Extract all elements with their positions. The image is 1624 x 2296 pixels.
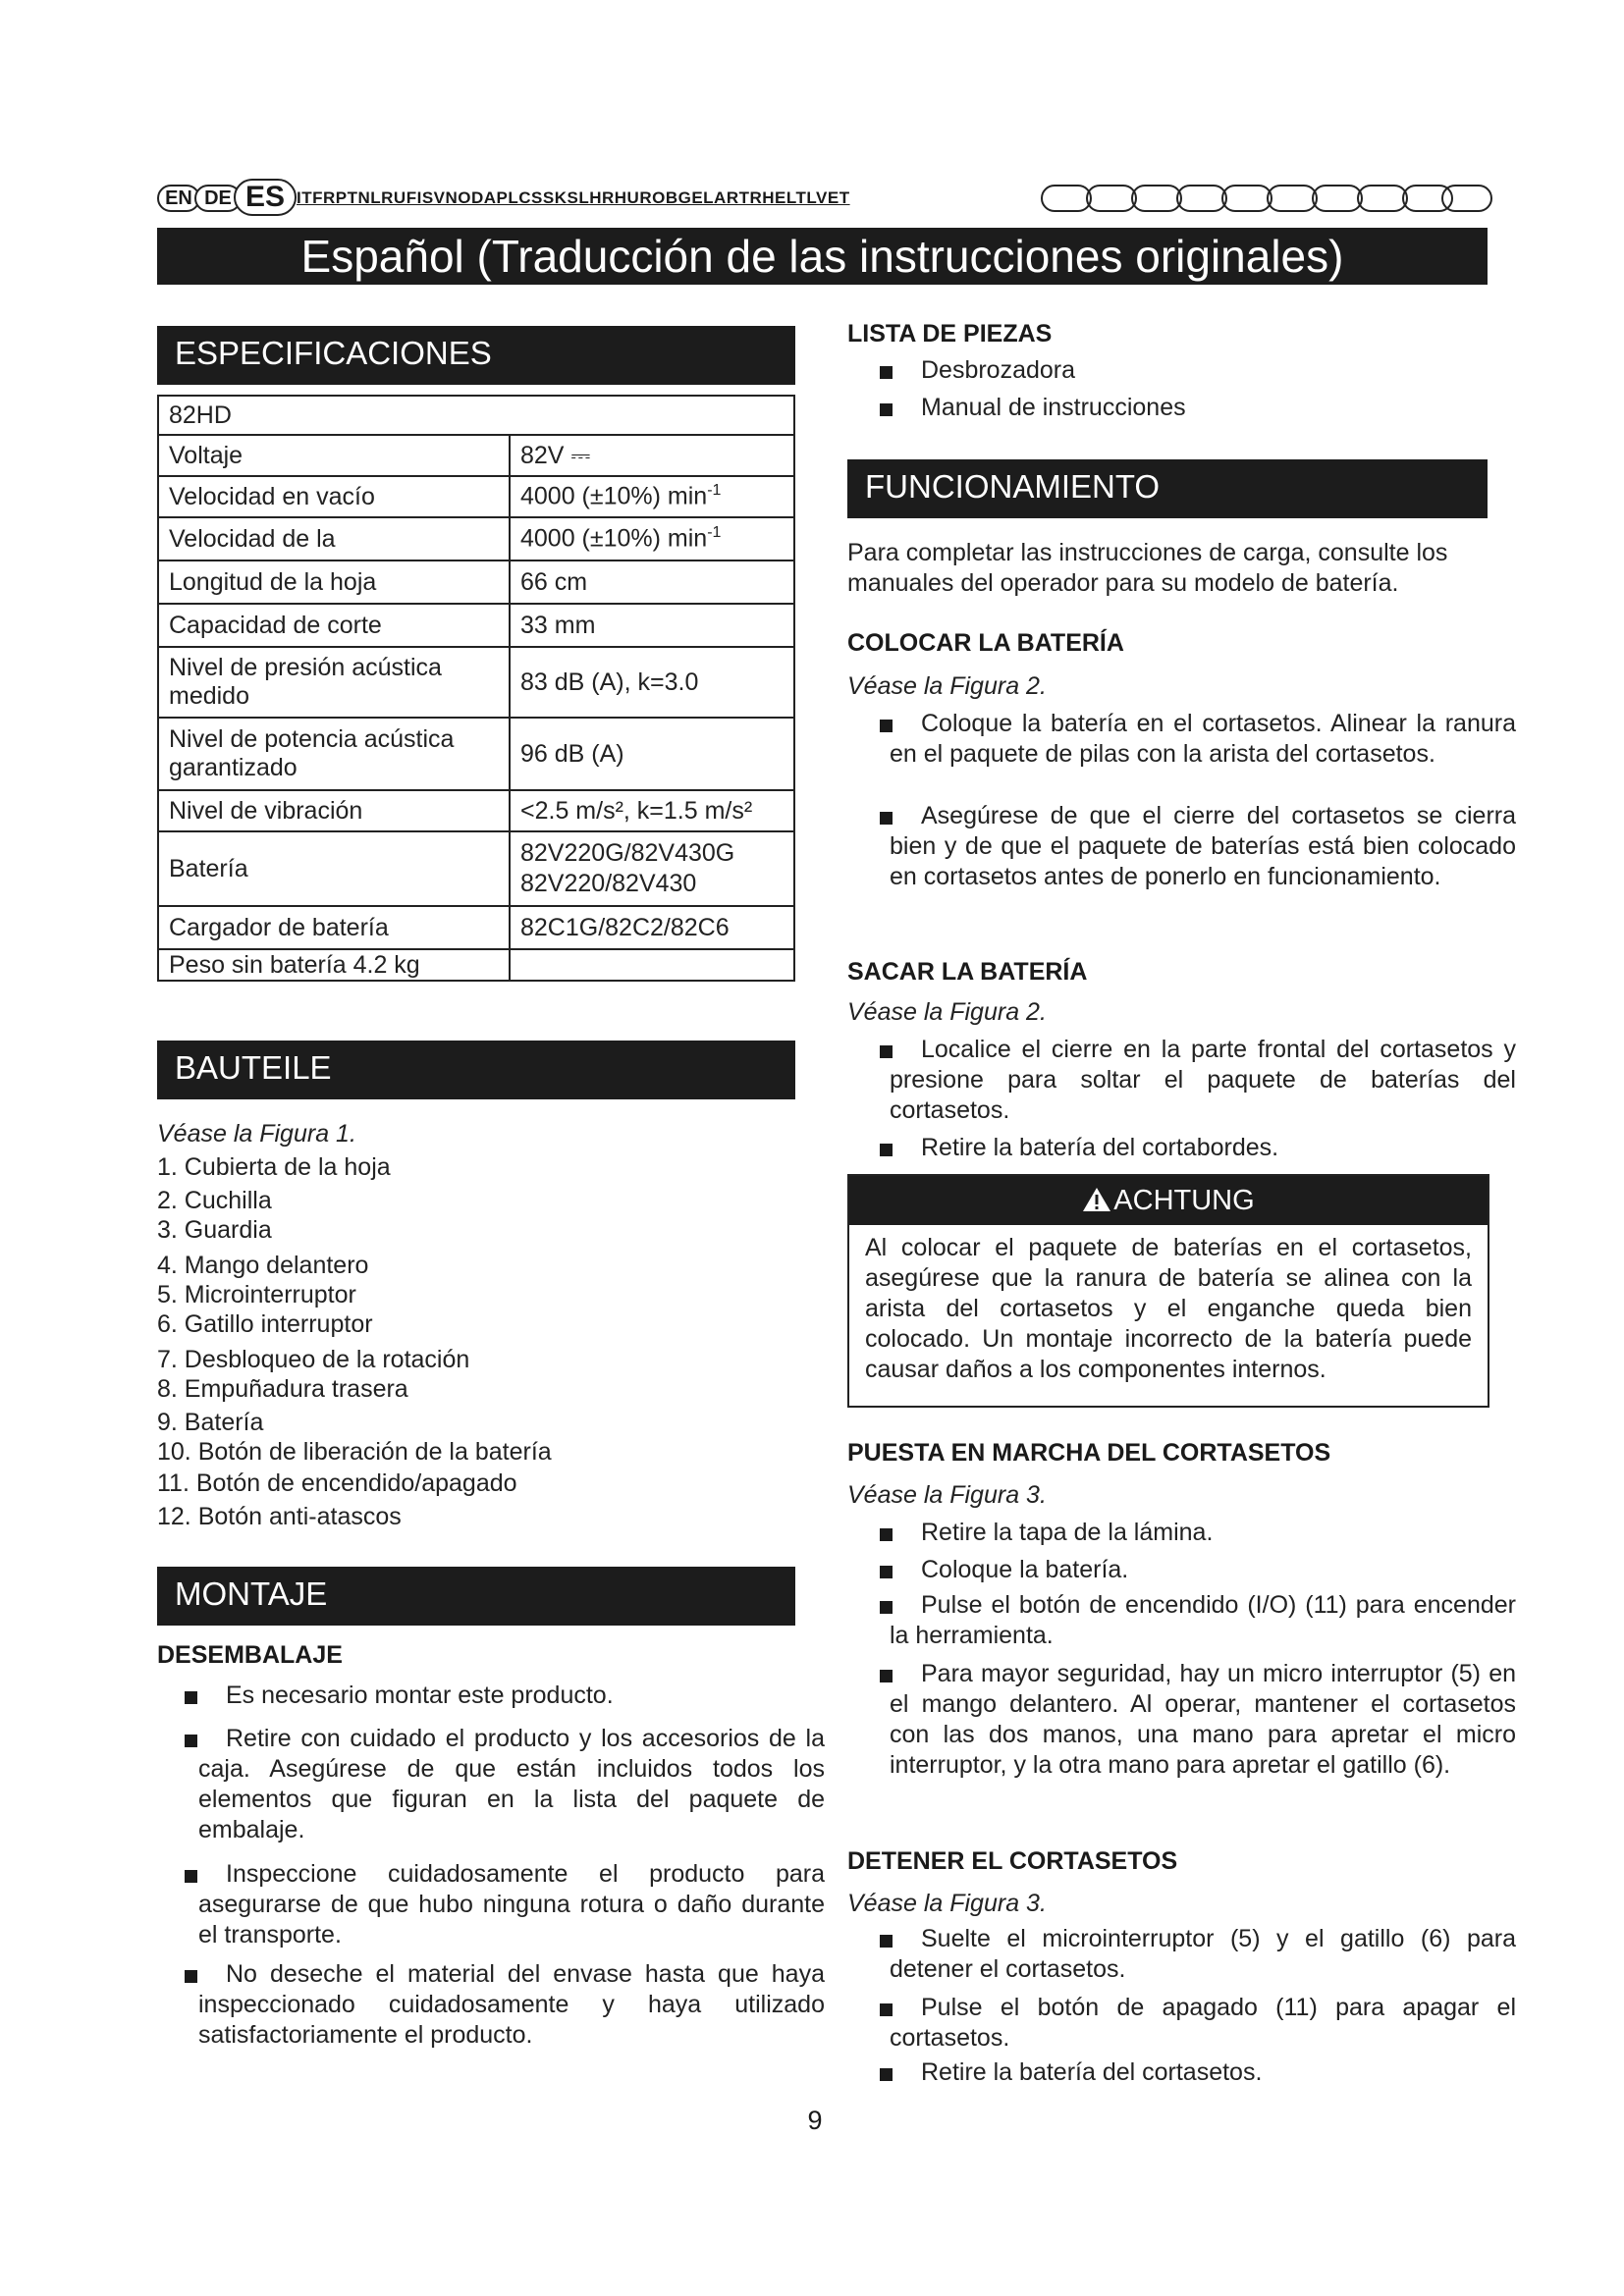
list-item: Localice el cierre en la parte frontal del cortasetos y presione para soltar el paquete de baterías del cortasetos. bbox=[890, 1035, 1516, 1126]
bauteile-see-figure: Véase la Figura 1. bbox=[157, 1120, 356, 1148]
list-item: Retire con cuidado el producto y los accesorios de la caja. Asegúrese de que están incluidos todos los elementos que figuran en la lista del paquete de embalaje. bbox=[198, 1724, 825, 1845]
colocar-see-figure: Véase la Figura 2. bbox=[847, 672, 1047, 700]
table-row bbox=[158, 831, 794, 906]
list-item: Coloque la batería. bbox=[890, 1555, 1516, 1585]
spec-label: Batería bbox=[158, 831, 510, 906]
lang-tab-others[interactable]: ITFRPTNLRUFISVNODAPLCSSKSLHRHUROBGELARTRHELTLVET bbox=[297, 188, 850, 207]
lang-oval bbox=[1176, 185, 1227, 212]
spec-label: Longitud de la hoja bbox=[158, 561, 510, 604]
bullet-icon bbox=[185, 1735, 197, 1747]
colocar-heading: COLOCAR LA BATERÍA bbox=[847, 629, 1124, 657]
lang-oval bbox=[1441, 185, 1492, 212]
spec-model: 82HD bbox=[158, 396, 794, 435]
bullet-icon bbox=[880, 1670, 893, 1682]
table-row bbox=[158, 790, 794, 831]
list-item: Retire la batería del cortabordes. bbox=[890, 1133, 1516, 1163]
bullet-icon bbox=[185, 1691, 197, 1704]
table-row bbox=[158, 517, 794, 561]
list-item: 1. Cubierta de la hoja bbox=[157, 1153, 391, 1181]
funcionamiento-heading: FUNCIONAMIENTO bbox=[847, 459, 1488, 518]
spec-label: Voltaje bbox=[158, 435, 510, 476]
bullet-icon bbox=[880, 720, 893, 732]
list-item: 9. Batería bbox=[157, 1409, 264, 1436]
puesta-see-figure: Véase la Figura 3. bbox=[847, 1481, 1047, 1509]
list-item: 6. Gatillo interruptor bbox=[157, 1310, 373, 1338]
bullet-icon bbox=[880, 1045, 893, 1058]
spec-label: Velocidad de la bbox=[158, 517, 510, 561]
lang-oval bbox=[1041, 185, 1092, 212]
lang-oval bbox=[1312, 185, 1363, 212]
list-item: Pulse el botón de apagado (11) para apagar el cortasetos. bbox=[890, 1993, 1516, 2054]
bullet-icon bbox=[880, 1144, 893, 1156]
warning-text: Al colocar el paquete de baterías en el cortasetos, asegúrese que la ranura de batería se alinea con la arista del cortasetos y el enganche queda bien colocado. Un montaje incorrecto de la batería puede causar daños a los componentes internos. bbox=[865, 1234, 1472, 1383]
list-item: Retire la batería del cortasetos. bbox=[890, 2057, 1516, 2088]
table-row bbox=[158, 604, 794, 647]
spec-value: 33 mm bbox=[510, 604, 794, 647]
table-row bbox=[158, 561, 794, 604]
lang-tab-es[interactable]: ES bbox=[234, 179, 297, 216]
bullet-icon bbox=[880, 2068, 893, 2081]
list-item: Retire la tapa de la lámina. bbox=[890, 1518, 1516, 1548]
table-row bbox=[158, 476, 794, 517]
table-row bbox=[158, 396, 794, 435]
table-row bbox=[158, 949, 794, 981]
list-item: No deseche el material del envase hasta que haya inspeccionado cuidadosamente y haya utilizado satisfactoriamente el producto. bbox=[198, 1959, 825, 2051]
list-item: 11. Botón de encendido/apagado bbox=[157, 1469, 517, 1497]
list-item: Manual de instrucciones bbox=[880, 393, 1469, 423]
list-item: 8. Empuñadura trasera bbox=[157, 1375, 408, 1403]
spec-label: Peso sin batería 4.2 kg bbox=[158, 949, 510, 981]
list-item: Inspeccione cuidadosamente el producto para asegurarse de que hubo ninguna rotura o daño durante el transporte. bbox=[198, 1859, 825, 1950]
page-title: Español (Traducción de las instrucciones originales) bbox=[157, 228, 1488, 285]
funcionamiento-intro: Para completar las instrucciones de carga, consulte los manuales del operador para su modelo de batería. bbox=[847, 539, 1448, 597]
list-item: 2. Cuchilla bbox=[157, 1187, 272, 1214]
spec-value bbox=[510, 949, 794, 981]
bauteile-heading: BAUTEILE bbox=[157, 1041, 795, 1099]
list-item: 7. Desbloqueo de la rotación bbox=[157, 1346, 470, 1373]
specs-heading: ESPECIFICACIONES bbox=[157, 326, 795, 385]
spec-value: 66 cm bbox=[510, 561, 794, 604]
spec-value: 82C1G/82C2/82C6 bbox=[510, 906, 794, 949]
spec-label: Capacidad de corte bbox=[158, 604, 510, 647]
page-number: 9 bbox=[807, 2106, 823, 2135]
table-row bbox=[158, 906, 794, 949]
sacar-see-figure: Véase la Figura 2. bbox=[847, 998, 1047, 1026]
table-row bbox=[158, 435, 794, 476]
spec-value: 4000 (±10%) $\min^{-1}$ bbox=[510, 476, 794, 517]
detener-see-figure: Véase la Figura 3. bbox=[847, 1890, 1047, 1917]
spec-label: Velocidad en vacío bbox=[158, 476, 510, 517]
list-item: Asegúrese de que el cierre del cortasetos se cierra bien y de que el paquete de baterías está bien colocado en cortasetos antes de ponerlo en funcionamiento. bbox=[890, 801, 1516, 892]
table-row bbox=[158, 647, 794, 718]
spec-label: Nivel de presión acústica medido bbox=[158, 647, 510, 718]
spec-value: 96 dB (A) bbox=[510, 718, 794, 790]
bullet-icon bbox=[880, 1601, 893, 1614]
list-item: 3. Guardia bbox=[157, 1216, 272, 1244]
specs-table bbox=[157, 395, 795, 982]
table-row bbox=[158, 718, 794, 790]
list-item: 12. Botón anti-atascos bbox=[157, 1503, 402, 1530]
list-item: 4. Mango delantero bbox=[157, 1252, 369, 1279]
bullet-icon bbox=[880, 1935, 893, 1948]
spec-value: <2.5 m/s², k=1.5 m/s² bbox=[510, 790, 794, 831]
list-item: Pulse el botón de encendido (I/O) (11) para encender la herramienta. bbox=[890, 1590, 1516, 1651]
bullet-icon bbox=[185, 1870, 197, 1883]
bullet-icon bbox=[880, 1528, 893, 1541]
bullet-icon bbox=[880, 1566, 893, 1578]
lang-tab-en[interactable]: EN bbox=[157, 185, 200, 212]
warning-heading: ACHTUNG bbox=[849, 1176, 1488, 1225]
montaje-heading: MONTAJE bbox=[157, 1567, 795, 1626]
spec-label: Nivel de potencia acústica garantizado bbox=[158, 718, 510, 790]
lang-oval bbox=[1131, 185, 1182, 212]
spec-value: 4000 (±10%) $\min^{-1}$ bbox=[510, 517, 794, 561]
warning-box bbox=[847, 1174, 1489, 1408]
list-item: 5. Microinterruptor bbox=[157, 1281, 356, 1308]
parts-list-heading: LISTA DE PIEZAS bbox=[847, 320, 1053, 347]
sacar-heading: SACAR LA BATERÍA bbox=[847, 958, 1088, 986]
bullet-icon bbox=[185, 1970, 197, 1983]
spec-label: Nivel de vibración bbox=[158, 790, 510, 831]
bullet-icon bbox=[880, 812, 893, 825]
spec-label: Cargador de batería bbox=[158, 906, 510, 949]
language-tabs bbox=[157, 177, 1492, 216]
list-item: Para mayor seguridad, hay un micro interruptor (5) en el mango delantero. Al operar, mantener el cortasetos con las dos manos, una mano para apretar el micro interruptor, y la otra mano para apretar el gatillo (6). bbox=[890, 1659, 1516, 1781]
spec-value: 82V220G/82V430G 82V220/82V430 bbox=[510, 831, 794, 906]
warning-icon bbox=[1082, 1187, 1111, 1212]
spec-value: 83 dB (A), k=3.0 bbox=[510, 647, 794, 718]
puesta-heading: PUESTA EN MARCHA DEL CORTASETOS bbox=[847, 1439, 1331, 1467]
bullet-icon bbox=[880, 2003, 893, 2016]
lang-oval bbox=[1267, 185, 1318, 212]
lang-tab-de[interactable]: DE bbox=[194, 185, 242, 212]
list-item: Coloque la batería en el cortasetos. Alinear la ranura en el paquete de pilas con la arista del cortasetos. bbox=[890, 709, 1516, 770]
lang-oval bbox=[1357, 185, 1408, 212]
list-item: 10. Botón de liberación de la batería bbox=[157, 1438, 552, 1466]
spec-value: 82V ⎓ bbox=[510, 435, 794, 476]
list-item: Es necesario montar este producto. bbox=[198, 1681, 825, 1711]
desembalaje-heading: DESEMBALAJE bbox=[157, 1641, 343, 1669]
list-item: Suelte el microinterruptor (5) y el gatillo (6) para detener el cortasetos. bbox=[890, 1924, 1516, 1985]
detener-heading: DETENER EL CORTASETOS bbox=[847, 1847, 1178, 1875]
bullet-icon bbox=[880, 403, 893, 416]
lang-oval bbox=[1086, 185, 1137, 212]
lang-oval bbox=[1221, 185, 1272, 212]
list-item: Desbrozadora bbox=[880, 355, 1469, 386]
bullet-icon bbox=[880, 366, 893, 379]
